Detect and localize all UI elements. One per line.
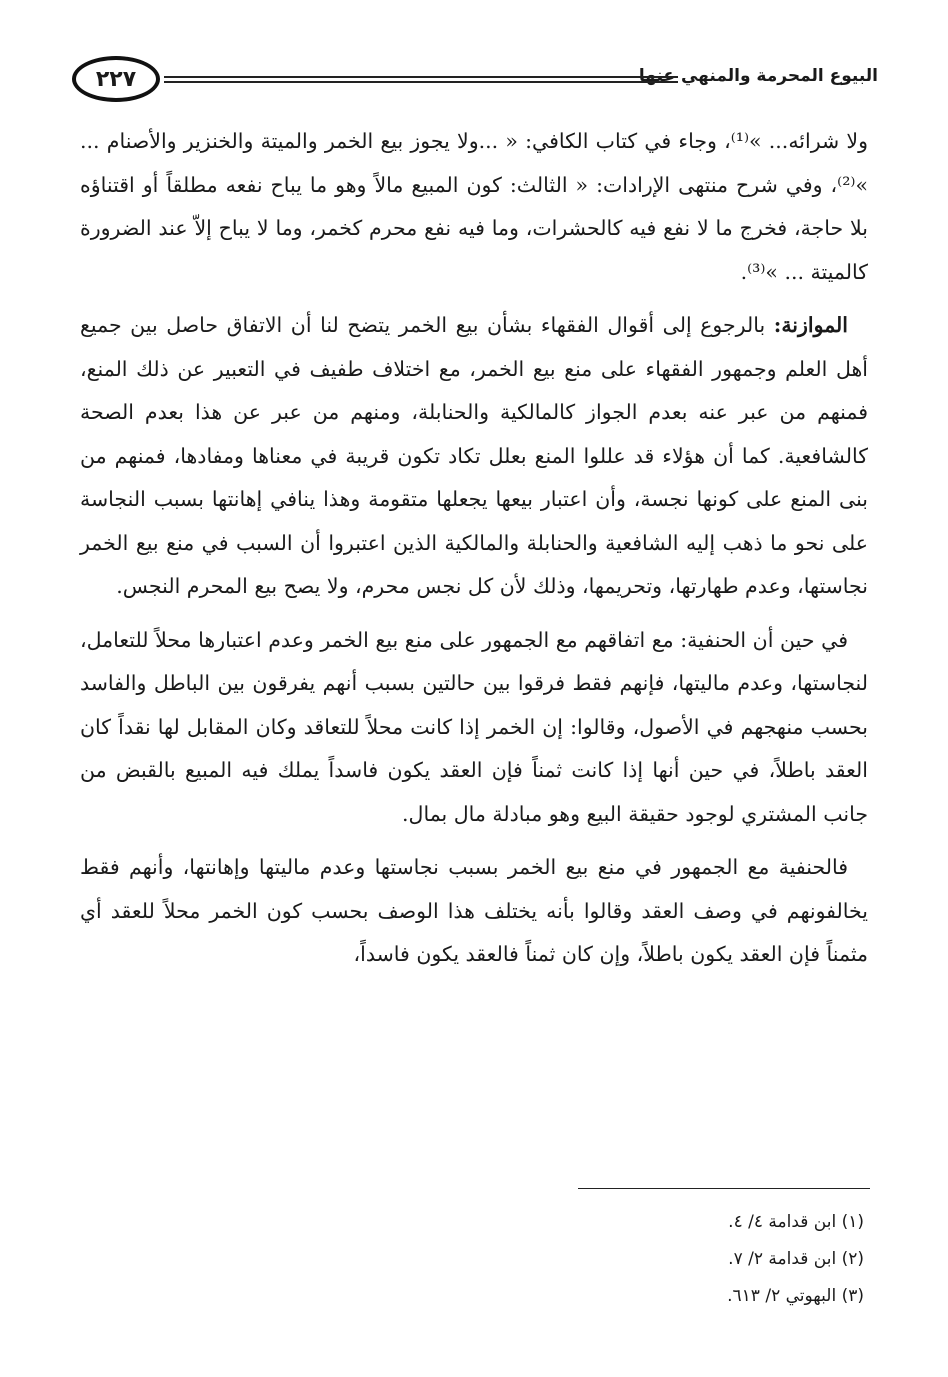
footnote-2: (٢) ابن قدامة ٢/ ٧.: [728, 1249, 864, 1269]
paragraph-4-text: فالحنفية مع الجمهور في منع بيع الخمر بسبب نجاستها وعدم ماليتها وإهانتها، وأنهم فقط يخالفونهم في وصف العقد وقالوا بأنه يختلف هذا الوصف بحسب كون الخمر محلاً للعقد أي مثمناً فإن العقد يكون باطلاً، وإن كان ثمناً فالعقد يكون فاسداً،: [80, 855, 868, 966]
main-text: [80, 120, 868, 987]
header-rule: [164, 76, 678, 83]
paragraph-2: [80, 304, 868, 609]
footnote-1: (١) ابن قدامة ٤/ ٤.: [728, 1212, 864, 1232]
paragraph-4: [80, 846, 868, 977]
page-header: [72, 52, 878, 108]
paragraph-1: [80, 120, 868, 294]
footnotes: [364, 1204, 864, 1315]
paragraph-3-text: في حين أن الحنفية: مع اتفاقهم مع الجمهور على منع بيع الخمر وعدم اعتبارها محلاً للتعامل، لنجاستها، وعدم ماليتها، فإنهم فقط فرقوا بين حالتين بسبب أنهم يفرقون بين الباطل والفاسد بحسب منهجهم في الأصول، وقالوا: إن الخمر إذا كانت محلاً للتعاقد وكان المقابل لها نقداً كان العقد باطلاً، في حين أنها إذا كانت ثمناً فإن العقد يكون فاسداً يملك فيه المبيع بالقبض من جانب المشتري لوجود حقيقة البيع وهو مبادلة مال بمال.: [80, 627, 868, 826]
page-number: ٢٢٧: [72, 56, 160, 102]
paragraph-2-text: بالرجوع إلى أقوال الفقهاء بشأن بيع الخمر يتضح لنا أن الاتفاق حاصل بين جميع أهل العلم وجمهور الفقهاء على منع بيع الخمر، مع اختلاف طفيف في التعبير عن ذلك المنع، فمنهم من عبر عنه بعدم الجواز كالمالكية والحنابلة، ومنهم من عبر عن هذا بعدم الصحة كالشافعية. كما أن هؤلاء قد عللوا المنع بعلل تكاد تكون قريبة في معناها ومفادها، فمنهم من بنى المنع على كونها نجسة، وأن اعتبار بيعها يجعلها متقومة وهذا ينافي إهانتها بسبب النجاسة على نحو ما ذهب إليه الشافعية والحنابلة والمالكية الذين اعتبروا أن السبب في منع بيع الخمر نجاستها، وعدم طهارتها، وتحريمها، وذلك لأن كل نجس محرم، ولا يصح بيع المحرم النجس.: [80, 313, 868, 598]
paragraph-3: [80, 619, 868, 837]
running-title: البيوع المحرمة والمنهي عنها: [638, 66, 878, 86]
footnote-separator: [578, 1188, 870, 1189]
footnote-3: (٣) البهوتي ٢/ ٦١٣.: [727, 1286, 864, 1306]
paragraph-2-lead: الموازنة:: [773, 313, 848, 337]
paragraph-1-text: ولا شرائه... »⁽¹⁾، وجاء في كتاب الكافي: « ...ولا يجوز بيع الخمر والميتة والخنزير والأصنام ... »⁽²⁾، وفي شرح منتهى الإرادات: « الثالث: كون المبيع مالاً وهو ما يباح نفعه مطلقاً أو اقتناؤه بلا حاجة، فخرج ما لا نفع فيه كالحشرات، وما فيه نفع محرم كخمر، وما لا يباح إلاّ عند الضرورة كالميتة ... »⁽³⁾.: [80, 129, 868, 284]
